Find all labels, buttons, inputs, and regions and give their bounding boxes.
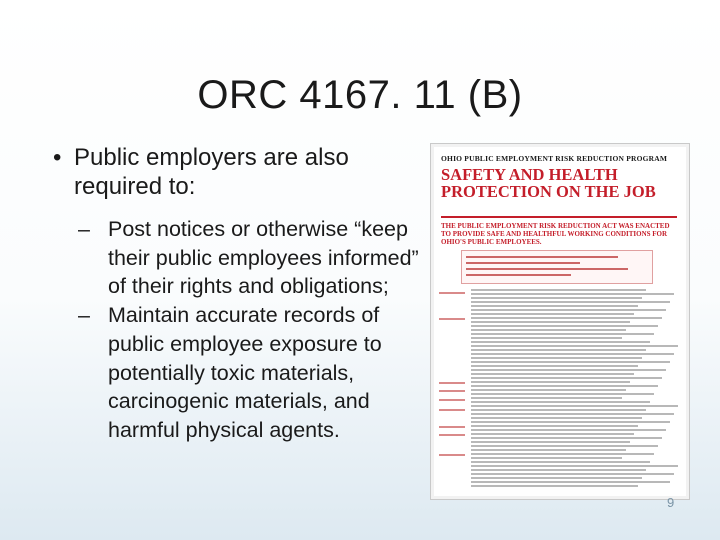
slide-title: ORC 4167. 11 (B) [197,73,523,117]
poster-text-line [471,405,678,407]
poster-headline-line: PROTECTION ON THE JOB [441,182,656,201]
poster-text-line [471,389,626,391]
poster-text-line [471,485,638,487]
poster-text-line [471,361,670,363]
poster-text-line [471,441,630,443]
poster-section-marker [439,390,465,392]
poster-text-line [471,321,630,323]
poster-text-line [471,345,678,347]
poster-text-line [471,373,634,375]
poster-text-line [471,445,658,447]
poster-text-line [471,469,646,471]
poster-text-line [471,401,650,403]
poster-text-line [471,461,650,463]
poster-text-line [471,413,674,415]
poster-text-line [471,289,646,291]
poster-text-line [471,337,622,339]
poster-text-line [471,425,638,427]
poster-heading [441,154,667,200]
poster-text-line [471,357,642,359]
poster-text-line [471,481,670,483]
poster-text-line [471,433,634,435]
poster-text-line [471,365,638,367]
poster-text-line [471,381,630,383]
poster-text-line [471,313,634,315]
dash-marker: – [78,217,90,241]
poster-text-line [471,377,662,379]
poster-section-marker [439,409,465,411]
bullet-text: Public employers are also required to: [74,144,349,200]
poster-text-line [471,397,622,399]
poster-text-line [471,393,654,395]
poster-image [430,143,690,500]
poster-callout-box [461,250,653,284]
poster-callout-line [466,256,618,258]
poster-text-line [471,409,646,411]
poster-headline-line: SAFETY AND HEALTH [441,165,618,184]
poster-divider [441,216,677,218]
poster-text-line [471,293,674,295]
poster-text-line [471,449,626,451]
page-number: 9 [667,495,675,510]
poster-headline [441,166,667,200]
poster-section-marker [439,399,465,401]
poster-text-line [471,309,666,311]
poster-text-line [471,457,622,459]
poster-section-marker [439,454,465,456]
bullet-list [48,143,428,445]
sub-bullet-item [48,215,428,301]
sub-bullet-item [48,301,428,445]
poster-text-line [471,421,670,423]
poster-text-line [471,429,666,431]
poster-text-line [471,325,658,327]
poster-text-line [471,473,674,475]
sub-bullet-text: Post notices or otherwise “keep their public employees informed” of their rights and obligations; [108,217,419,299]
poster-section-marker [439,292,465,294]
poster-callout-line [466,262,580,264]
poster-text-line [471,305,638,307]
poster-text-line [471,477,642,479]
poster-text-line [471,329,626,331]
poster-text-line [471,453,654,455]
poster-text-line [471,333,654,335]
poster-callout-line [466,268,628,270]
poster-text-line [471,437,662,439]
dash-marker: – [78,303,90,328]
poster-text-line [471,385,658,387]
poster-text-line [471,465,678,467]
poster-text-line [471,317,662,319]
poster-text-line [471,349,646,351]
bullet-marker: • [53,144,62,171]
poster-text-line [471,417,642,419]
poster-section-marker [439,426,465,428]
poster-text-line [471,353,674,355]
poster-text-line [471,341,650,343]
poster-text-line [471,297,642,299]
poster-section-marker [439,434,465,436]
poster-callout-line [466,274,571,276]
poster-intro: THE PUBLIC EMPLOYMENT RISK REDUCTION ACT WAS ENACTED TO PROVIDE SAFE AND HEALTHFUL WORKING CONDITIONS FOR OHIO'S PUBLIC EMPLOYEES. [441,222,670,246]
poster-text-line [471,369,666,371]
poster-program: OHIO PUBLIC EMPLOYMENT RISK REDUCTION PROGRAM [441,154,668,163]
sub-bullet-text: Maintain accurate records of public employee exposure to potentially toxic materials, carcinogenic materials, and harmful physical agents. [108,303,382,442]
poster-text-line [471,301,670,303]
poster-section-marker [439,382,465,384]
bullet-item [48,143,428,201]
poster-section-marker [439,318,465,320]
